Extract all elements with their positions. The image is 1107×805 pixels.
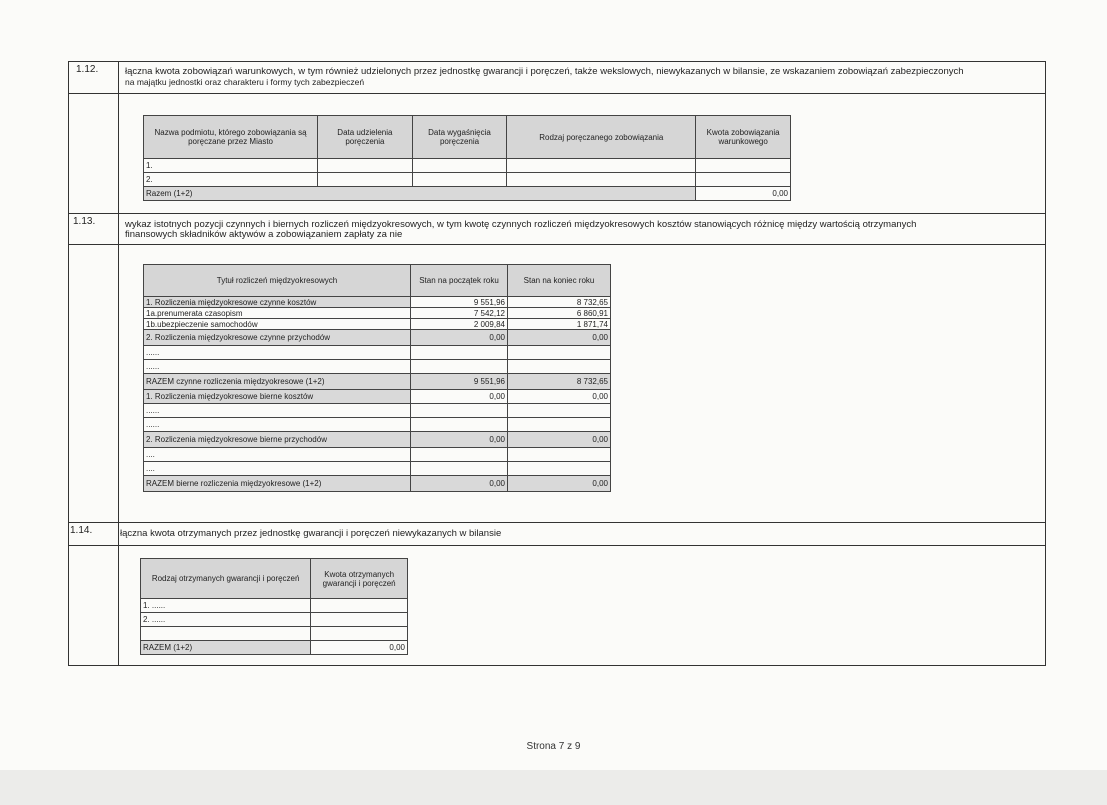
section-text-line: finansowych składników aktywów a zobowiązaniem zapłaty za nie <box>125 229 403 240</box>
table-cell-start: 0,00 <box>411 476 508 492</box>
table-row-label: 1. ...... <box>141 599 311 613</box>
number-column-divider <box>118 61 119 666</box>
frame-top <box>68 61 1046 62</box>
section-text-line: łączna kwota zobowiązań warunkowych, w tym również udzielonych przez jednostkę gwarancji i poręczeń, także wekslowych, niewykazanych w bilansie, ze wskazaniem zobowiązań zabezpieczonych <box>125 66 964 77</box>
table-cell-end: 0,00 <box>508 390 611 404</box>
table-cell-start: 9 551,96 <box>411 297 508 308</box>
table-row-label: .... <box>144 462 411 476</box>
frame-left <box>68 61 69 666</box>
table-row-label: ...... <box>144 404 411 418</box>
row-divider <box>68 545 1046 546</box>
table-cell-end: 1 871,74 <box>508 319 611 330</box>
table-row-label: 1b.ubezpieczenie samochodów <box>144 319 411 330</box>
row-divider <box>68 244 1046 245</box>
col-header-type: Rodzaj otrzymanych gwarancji i poręczeń <box>141 559 311 599</box>
frame-right <box>1045 61 1046 666</box>
table-row-label: 1. Rozliczenia międzyokresowe bierne kosztów <box>144 390 411 404</box>
scan-shadow <box>0 770 1107 805</box>
table-cell-start: 0,00 <box>411 330 508 346</box>
table-row-label: RAZEM bierne rozliczenia międzyokresowe (1+2) <box>144 476 411 492</box>
page-number: Strona 7 z 9 <box>526 741 581 752</box>
accruals-table <box>143 264 611 492</box>
section-text-line: łączna kwota otrzymanych przez jednostkę gwarancji i poręczeń niewykazanych w bilansie <box>120 528 502 539</box>
frame-bottom <box>68 665 1046 666</box>
table-row-label: 1a.prenumerata czasopism <box>144 308 411 319</box>
table-row-label: 1. <box>144 159 318 173</box>
row-divider <box>68 522 1046 523</box>
col-header-amount: Kwota otrzymanych gwarancji i poręczeń <box>311 559 408 599</box>
col-header-issue-date: Data udzielenia poręczenia <box>318 116 413 159</box>
table-row-label: ...... <box>144 418 411 432</box>
table-row-label: ...... <box>144 360 411 374</box>
section-description <box>125 67 1043 87</box>
col-header-entity: Nazwa podmiotu, którego zobowiązania są poręczane przez Miasto <box>144 116 318 159</box>
section-number: 1.12. <box>76 64 99 75</box>
guarantees-table <box>143 115 791 201</box>
table-cell-end: 0,00 <box>508 476 611 492</box>
table-cell-start: 2 009,84 <box>411 319 508 330</box>
col-header-expiry-date: Data wygaśnięcia poręczenia <box>412 116 507 159</box>
table-row-label: 1. Rozliczenia międzyokresowe czynne kosztów <box>144 297 411 308</box>
total-value: 0,00 <box>311 641 408 655</box>
table-row-label: 2. ...... <box>141 613 311 627</box>
section-description <box>120 529 1038 539</box>
col-header-type: Rodzaj poręczanego zobowiązania <box>507 116 696 159</box>
total-value: 0,00 <box>696 187 791 201</box>
table-cell-end: 8 732,65 <box>508 374 611 390</box>
received-guarantees-table <box>140 558 408 655</box>
section-description <box>125 220 1043 240</box>
table-cell-start: 0,00 <box>411 432 508 448</box>
table-cell-start: 7 542,12 <box>411 308 508 319</box>
col-header-title: Tytuł rozliczeń międzyokresowych <box>144 265 411 297</box>
table-cell-end: 8 732,65 <box>508 297 611 308</box>
row-divider <box>68 213 1046 214</box>
table-cell-start: 0,00 <box>411 390 508 404</box>
table-cell-end: 0,00 <box>508 432 611 448</box>
table-cell-end: 0,00 <box>508 330 611 346</box>
col-header-amount: Kwota zobowiązania warunkowego <box>696 116 791 159</box>
total-label: Razem (1+2) <box>144 187 696 201</box>
table-row-label: RAZEM czynne rozliczenia międzyokresowe (1+2) <box>144 374 411 390</box>
section-number: 1.13. <box>73 216 96 227</box>
table-row-label: 2. Rozliczenia międzyokresowe czynne przychodów <box>144 330 411 346</box>
table-row-label: 2. Rozliczenia międzyokresowe bierne przychodów <box>144 432 411 448</box>
total-label: RAZEM (1+2) <box>141 641 311 655</box>
table-row-label: .... <box>144 448 411 462</box>
row-divider <box>68 93 1046 94</box>
table-row-label: ...... <box>144 346 411 360</box>
table-row-label: 2. <box>144 173 318 187</box>
col-header-end: Stan na koniec roku <box>508 265 611 297</box>
table-cell-start: 9 551,96 <box>411 374 508 390</box>
col-header-start: Stan na początek roku <box>411 265 508 297</box>
section-number: 1.14. <box>70 525 93 536</box>
section-text-line: wykaz istotnych pozycji czynnych i biernych rozliczeń międzyokresowych, w tym kwotę czynnych rozliczeń międzyokresowych kosztów stanowiących różnicę między wartością otrzymanych <box>125 219 917 230</box>
table-cell-end: 6 860,91 <box>508 308 611 319</box>
section-text-line: na majątku jednostki oraz charakteru i formy tych zabezpieczeń <box>125 77 365 87</box>
